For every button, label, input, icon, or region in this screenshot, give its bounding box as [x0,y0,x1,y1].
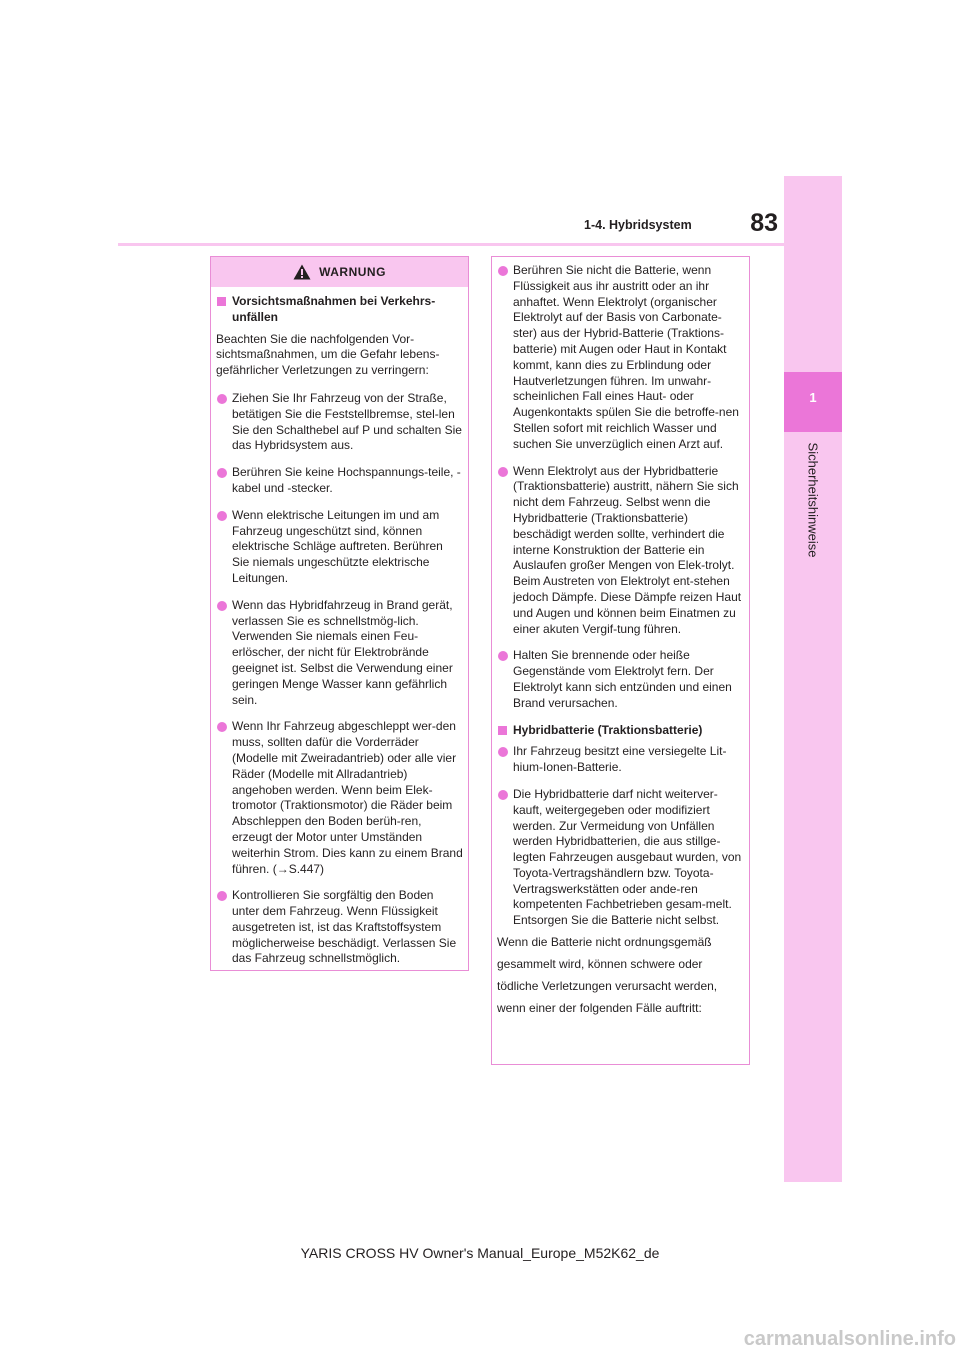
list-item-text: Ziehen Sie Ihr Fahrzeug von der Straße, betätigen Sie die Feststellbremse, stel-len Sie den Schalthebel auf P und schalten Sie das Hybridsystem aus. [232,390,462,453]
list-item [497,744,744,776]
list-item-text: Wenn elektrische Leitungen im und am Fahrzeug ungeschützt sind, können elektrische Schläge auftreten. Berühren Sie niemals ungeschützte elektrische Leitungen. [232,507,443,585]
list-item [216,465,463,497]
list-item-text: Wenn Elektrolyt aus der Hybridbatterie (Traktionsbatterie) austritt, nähern Sie sich nicht dem Fahrzeug. Selbst wenn die Hybridbatterie (Traktionsbatterie) beschädigt werden sollte, verhindert die interne Konstruktion der Batterie ein Auslaufen großer Mengen von Elek-trolyt. Beim Austreten von Elektrolyt ent-stehen jedoch Dämpfe. Diese Dämpfe reizen Haut und Augen und können beim Einatmen zu einer akuten Vergif-tung führen. [513,463,742,636]
list-item [497,464,744,638]
list-item [497,263,744,453]
chapter-side-tab [784,176,842,1182]
list-item-text: Berühren Sie nicht die Batterie, wenn Flüssigkeit aus ihr austritt oder an ihr anhaftet. Wenn Elektrolyt (organischer Elektrolyt auf der Basis von Carbonate-ster) aus der Hybrid-Batterie (Traktions-batterie) mit Augen oder Haut in Kontakt kommt, kann dies zu Erblindung oder Hautverletzungen führen. Im unwahr-scheinlichen Fall eines Haut- oder Augenkontakts spülen Sie die betroffe-nen Stellen sofort mit reichlich Wasser und suchen Sie unverzüglich einen Arzt auf. [513,263,739,451]
list-item [216,598,463,709]
bullet-dot-icon [217,468,227,478]
bullet-dot-icon [498,467,508,477]
warning-box [210,256,469,971]
warning-heading-text: Vorsichtsmaßnahmen bei Verkehrs-unfällen [232,294,436,324]
bullet-dot-icon [498,266,508,276]
warning-intro: Beachten Sie die nachfolgenden Vor-sichtsmaßnahmen, um die Gefahr lebens-gefährlicher Verletzungen zu verringern: [216,331,440,378]
list-item-text: Halten Sie brennende oder heiße Gegenstände vom Elektrolyt fern. Der Elektrolyt kann sich entzünden und einen Brand verursachen. [513,648,732,710]
warning-box-continued [491,256,750,1065]
chapter-label: Sicherheitshinweise [805,442,821,558]
bullet-dot-icon [217,394,227,404]
bullet-dot-icon [498,651,508,661]
tail-line: gesammelt wird, können schwere oder [497,957,703,972]
bullet-dot-icon [217,511,227,521]
bullet-dot-icon [217,601,227,611]
list-item-text: Die Hybridbatterie darf nicht weiterver-kauft, weitergegeben oder modifiziert werden. Zur Vermeidung von Unfällen werden Hybridbatterien, die aus stillge-legten Fahrzeugen ausgebaut wurden, von Toyota-Vertragshändlern bzw. Toyota-Vertragswerkstätten oder ande-ren kompetenten Fachbetrieben gesam-melt. Entsorgen Sie die Batterie nicht selbst. [513,786,742,928]
list-item [216,508,463,587]
list-item [497,648,744,711]
battery-heading-text: Hybridbatterie (Traktionsbatterie) [513,722,703,737]
warning-triangle-icon [293,264,311,280]
page-number: 83 [750,209,778,237]
list-item [216,719,463,877]
bullet-dot-icon [217,891,227,901]
list-item-text: Wenn Ihr Fahrzeug abgeschleppt wer-den muss, sollten dafür die Vorderräder (Modelle mit Zweiradantrieb) oder alle vier Räder (Modelle mit Allradantrieb) angehoben werden. Wenn beim Elek-tromotor (Traktionsmotor) die Räder beim Abschleppen den Boden berüh-ren, erzeugt der Motor unter Umständen weiterhin Strom. Dies kann zu einem Brand führen. (→S.447) [232,719,463,876]
bullet-dot-icon [498,747,508,757]
tail-line: tödliche Verletzungen verursacht werden, [497,979,718,994]
header-rule [118,243,784,246]
warning-header [211,257,468,287]
bullet-dot-icon [498,790,508,800]
warning-heading [216,294,463,326]
tail-line: wenn einer der folgenden Fälle auftritt: [497,1001,702,1016]
section-title: 1-4. Hybridsystem [584,218,692,232]
document-footer: YARIS CROSS HV Owner's Manual_Europe_M52K62_de [300,1245,660,1261]
list-item [497,787,744,929]
warning-content [211,287,468,967]
list-item [216,391,463,454]
list-item [216,888,463,967]
battery-heading [497,723,744,739]
continued-content [492,257,749,1019]
bullet-dot-icon [217,722,227,732]
square-bullet-icon [498,726,507,735]
list-item-text: Berühren Sie keine Hochspannungs-teile, -kabel und -stecker. [232,465,461,495]
list-item-text: Ihr Fahrzeug besitzt eine versiegelte Lit-hium-Ionen-Batterie. [513,744,727,775]
watermark: carmanualsonline.info [743,1328,956,1350]
chapter-number: 1 [809,390,817,405]
list-item-text: Wenn das Hybridfahrzeug in Brand gerät, verlassen Sie es schnellstmög-lich. Verwenden Sie niemals einen Feu-erlöscher, der nicht für Elektrobrände geeignet ist. Selbst die Verwendung einer geringen Menge Wasser kann gefährlich sein. [232,597,453,707]
square-bullet-icon [217,297,226,306]
warning-title: WARNUNG [319,265,386,279]
tail-line: Wenn die Batterie nicht ordnungsgemäß [497,935,712,950]
list-item-text: Kontrollieren Sie sorgfältig den Boden unter dem Fahrzeug. Wenn Flüssigkeit ausgetreten ist, ist das Kraftstoffsystem möglicherweise beschädigt. Verlassen Sie das Fahrzeug schnellstmöglich. [232,888,457,966]
